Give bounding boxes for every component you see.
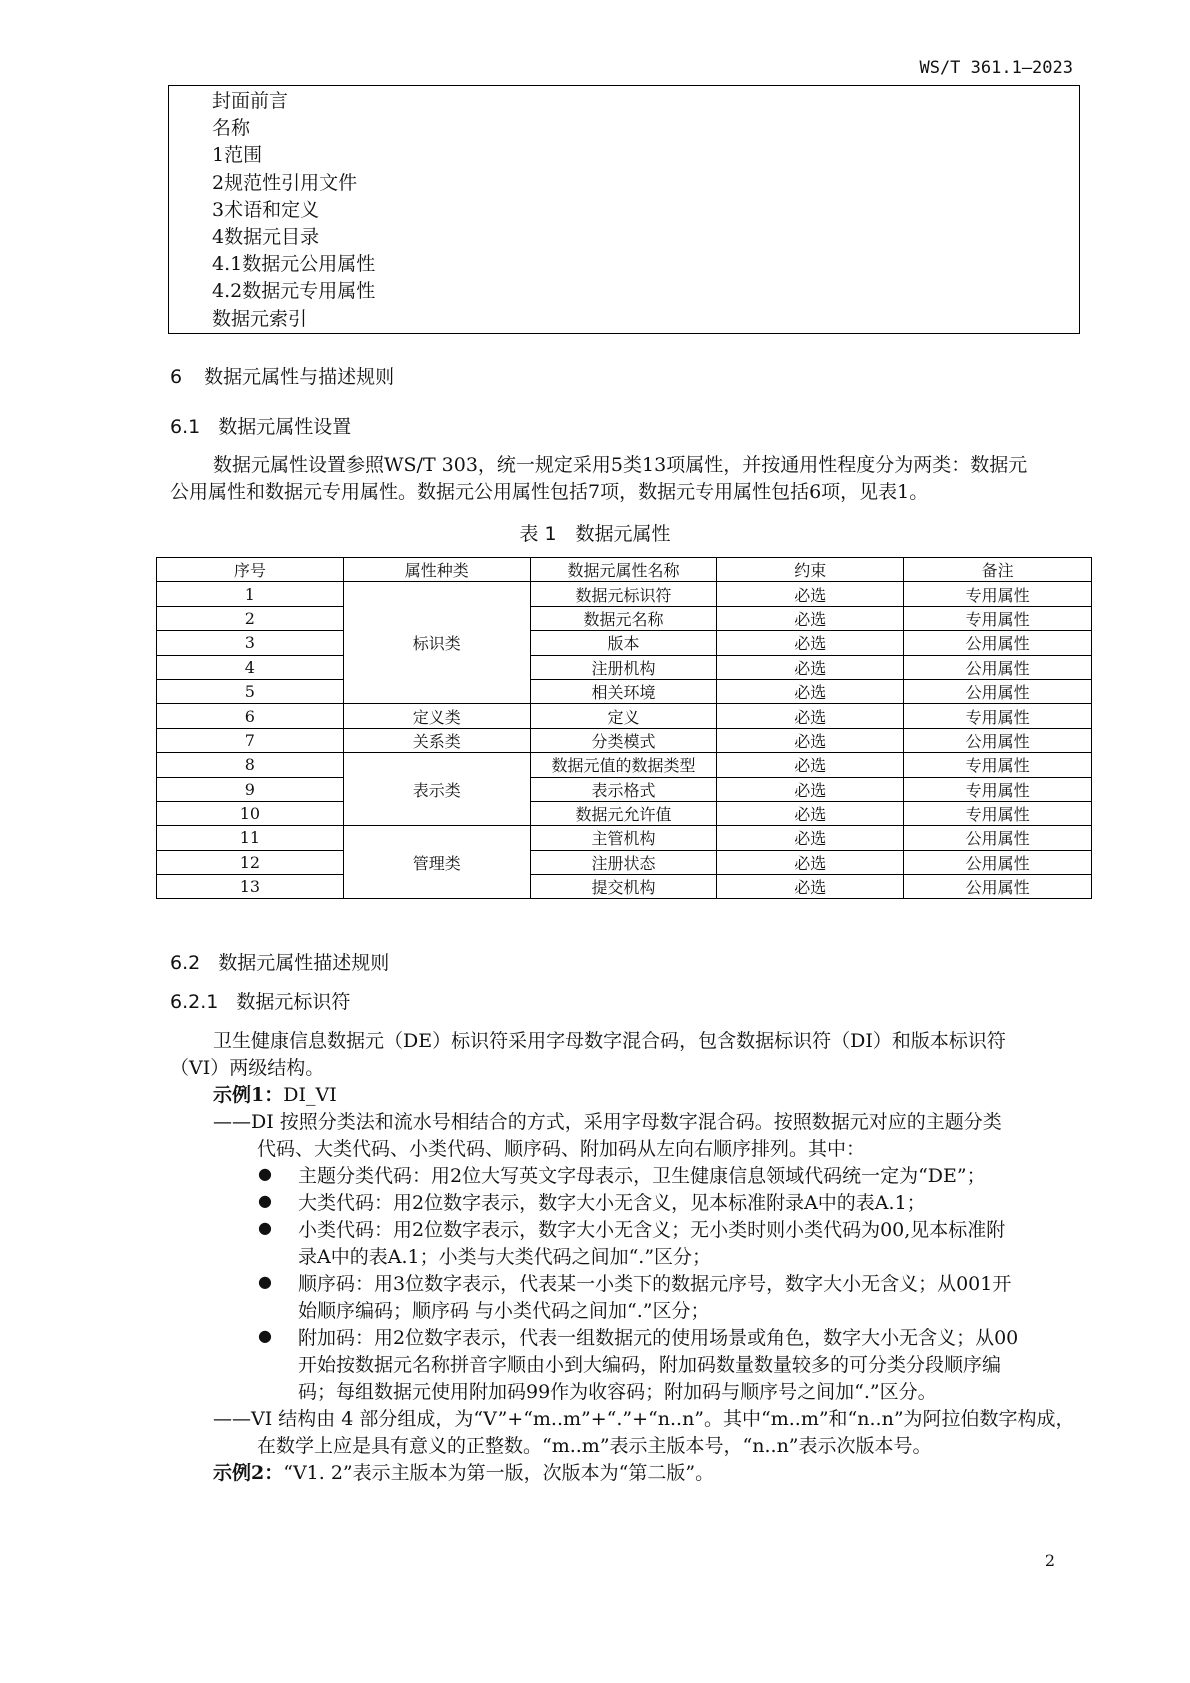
- bullet-icon: ●: [258, 1191, 272, 1210]
- toc-item: 3术语和定义: [212, 198, 320, 221]
- toc-item: 数据元索引: [212, 307, 308, 330]
- cell-category: 标识类: [343, 582, 530, 704]
- table-row: [157, 826, 1092, 850]
- cell-no: 12: [157, 850, 344, 874]
- list-item: 顺序码：用3位数字表示，代表某一小类下的数据元序号，数字大小无含义；从001开: [298, 1273, 1012, 1295]
- table-row: [157, 679, 1092, 703]
- toc-item: 封面前言: [212, 90, 289, 112]
- cell-category: 定义类: [343, 704, 530, 728]
- cell-constraint: 必选: [717, 850, 904, 874]
- cell-constraint: 必选: [717, 826, 904, 850]
- cell-no: 6: [157, 704, 344, 728]
- cell-name: 分类模式: [530, 728, 717, 752]
- cell-name: 数据元标识符: [530, 582, 717, 606]
- section-6-2-heading: [170, 948, 389, 975]
- cell-no: 10: [157, 801, 344, 825]
- example-value: DI_VI: [283, 1084, 337, 1106]
- list-item: 码；每组数据元使用附加码99作为收容码；附加码与顺序号之间加“.”区分。: [298, 1381, 937, 1403]
- section-title: 数据元属性设置: [218, 416, 352, 438]
- cell-no: 7: [157, 728, 344, 752]
- cell-name: 定义: [530, 704, 717, 728]
- list-item: 主题分类代码：用2位大写英文字母表示，卫生健康信息领域代码统一定为“DE”；: [298, 1165, 986, 1187]
- section-6-1-heading: [170, 412, 351, 439]
- cell-constraint: 必选: [717, 753, 904, 777]
- cell-category: 表示类: [343, 753, 530, 826]
- example-label: 示例2：: [213, 1462, 284, 1484]
- section-number: 6.2.1: [170, 991, 219, 1013]
- cell-note: 公用属性: [904, 826, 1092, 850]
- paragraph-line: 数据元属性设置参照WS/T 303，统一规定采用5类13项属性，并按通用性程度分为两类：数据元: [213, 454, 1028, 476]
- cell-no: 1: [157, 582, 344, 606]
- cell-no: 5: [157, 679, 344, 703]
- cell-no: 8: [157, 753, 344, 777]
- cell-constraint: 必选: [717, 875, 904, 899]
- table-row: [157, 582, 1092, 606]
- cell-constraint: 必选: [717, 655, 904, 679]
- toc-item: 4数据元目录: [212, 226, 320, 249]
- page-number: 2: [1044, 1551, 1055, 1570]
- cell-note: 公用属性: [904, 728, 1092, 752]
- cell-name: 注册状态: [530, 850, 717, 874]
- toc-list: [212, 88, 375, 333]
- section-title: 数据元标识符: [236, 991, 351, 1013]
- toc-item: 4.2数据元专用属性: [212, 280, 376, 303]
- paragraph-line: ——DI 按照分类法和流水号相结合的方式，采用字母数字混合码。按照数据元对应的主题分类: [213, 1111, 1002, 1133]
- cell-note: 公用属性: [904, 875, 1092, 899]
- table-row: [157, 606, 1092, 630]
- cell-name: 数据元名称: [530, 606, 717, 630]
- paragraph-line: 在数学上应是具有意义的正整数。“m..m”表示主版本号，“n..n”表示次版本号。: [257, 1435, 932, 1457]
- example-2: [213, 1460, 714, 1487]
- cell-name: 数据元允许值: [530, 801, 717, 825]
- cell-constraint: 必选: [717, 801, 904, 825]
- cell-category: 关系类: [343, 728, 530, 752]
- table-row: [157, 753, 1092, 777]
- table-row: [157, 655, 1092, 679]
- list-item: 小类代码：用2位数字表示，数字大小无含义；无小类时则小类代码为00,见本标准附: [298, 1219, 1006, 1241]
- header-cell: 约束: [717, 558, 904, 582]
- cell-name: 相关环境: [530, 679, 717, 703]
- list-item: 附加码：用2位数字表示，代表一组数据元的使用场景或角色，数字大小无含义；从00: [298, 1327, 1019, 1349]
- example-label: 示例1：: [213, 1084, 284, 1106]
- cell-constraint: 必选: [717, 631, 904, 655]
- header-cell: 属性种类: [343, 558, 530, 582]
- cell-note: 专用属性: [904, 582, 1092, 606]
- paragraph-line: ——VI 结构由 4 部分组成，为“V”+“m..m”+“.”+“n..n”。其中“m..m”和“n..n”为阿拉伯数字构成，: [213, 1408, 1075, 1430]
- table-header-row: [157, 558, 1092, 582]
- cell-note: 公用属性: [904, 679, 1092, 703]
- cell-no: 11: [157, 826, 344, 850]
- section-6-heading: [170, 362, 394, 389]
- cell-name: 表示格式: [530, 777, 717, 801]
- header-cell: 数据元属性名称: [530, 558, 717, 582]
- cell-no: 9: [157, 777, 344, 801]
- cell-constraint: 必选: [717, 606, 904, 630]
- cell-no: 4: [157, 655, 344, 679]
- cell-note: 公用属性: [904, 631, 1092, 655]
- cell-no: 3: [157, 631, 344, 655]
- toc-item: 名称: [212, 117, 251, 140]
- cell-note: 专用属性: [904, 777, 1092, 801]
- cell-constraint: 必选: [717, 582, 904, 606]
- paragraph-line: 公用属性和数据元专用属性。数据元公用属性包括7项，数据元专用属性包括6项，见表1。: [170, 481, 929, 503]
- cell-name: 提交机构: [530, 875, 717, 899]
- cell-constraint: 必选: [717, 777, 904, 801]
- list-item: 大类代码：用2位数字表示，数字大小无含义，见本标准附录A中的表A.1；: [298, 1192, 926, 1214]
- bullet-icon: ●: [258, 1218, 272, 1237]
- table-row: [157, 875, 1092, 899]
- list-item: 录A中的表A.1；小类与大类代码之间加“.”区分；: [298, 1246, 712, 1268]
- table-title: 表 1 数据元属性: [519, 523, 671, 545]
- bullet-icon: ●: [258, 1272, 272, 1291]
- section-number: 6.2: [170, 952, 201, 974]
- header-cell: 备注: [904, 558, 1092, 582]
- list-item: 开始按数据元名称拼音字顺由小到大编码，附加码数量数量较多的可分类分段顺序编: [298, 1354, 1002, 1376]
- toc-item: 1范围: [212, 144, 263, 167]
- table-row: [157, 704, 1092, 728]
- cell-no: 2: [157, 606, 344, 630]
- header-cell: 序号: [157, 558, 344, 582]
- cell-note: 专用属性: [904, 801, 1092, 825]
- paragraph-line: （VI）两级结构。: [170, 1057, 325, 1079]
- cell-note: 公用属性: [904, 850, 1092, 874]
- table-row: [157, 777, 1092, 801]
- cell-note: 专用属性: [904, 704, 1092, 728]
- document-code: WS/T 361.1—2023: [919, 58, 1073, 78]
- table-row: [157, 631, 1092, 655]
- cell-note: 专用属性: [904, 753, 1092, 777]
- table-row: [157, 850, 1092, 874]
- paragraph-line: 卫生健康信息数据元（DE）标识符采用字母数字混合码，包含数据标识符（DI）和版本标识符: [213, 1030, 1006, 1052]
- cell-name: 注册机构: [530, 655, 717, 679]
- section-6-2-1-heading: [170, 987, 350, 1014]
- cell-no: 13: [157, 875, 344, 899]
- example-value: “V1. 2”表示主版本为第一版，次版本为“第二版”。: [283, 1462, 715, 1484]
- cell-constraint: 必选: [717, 704, 904, 728]
- list-item: 始顺序编码；顺序码 与小类代码之间加“.”区分；: [298, 1300, 710, 1322]
- section-title: 数据元属性与描述规则: [204, 366, 395, 388]
- bullet-icon: ●: [258, 1326, 272, 1345]
- cell-note: 专用属性: [904, 606, 1092, 630]
- cell-name: 版本: [530, 631, 717, 655]
- cell-name: 主管机构: [530, 826, 717, 850]
- section-number: 6: [170, 366, 183, 388]
- cell-note: 公用属性: [904, 655, 1092, 679]
- cell-name: 数据元值的数据类型: [530, 753, 717, 777]
- cell-constraint: 必选: [717, 679, 904, 703]
- toc-item: 4.1数据元公用属性: [212, 253, 376, 276]
- section-number: 6.1: [170, 416, 201, 438]
- paragraph-line: 代码、大类代码、小类代码、顺序码、附加码从左向右顺序排列。其中：: [257, 1138, 866, 1160]
- attribute-table: [156, 557, 1092, 899]
- example-1: [213, 1082, 337, 1109]
- bullet-icon: ●: [258, 1164, 272, 1183]
- cell-constraint: 必选: [717, 728, 904, 752]
- table-row: [157, 728, 1092, 752]
- toc-item: 2规范性引用文件: [212, 171, 358, 194]
- cell-category: 管理类: [343, 826, 530, 899]
- section-title: 数据元属性描述规则: [218, 952, 390, 974]
- table-row: [157, 801, 1092, 825]
